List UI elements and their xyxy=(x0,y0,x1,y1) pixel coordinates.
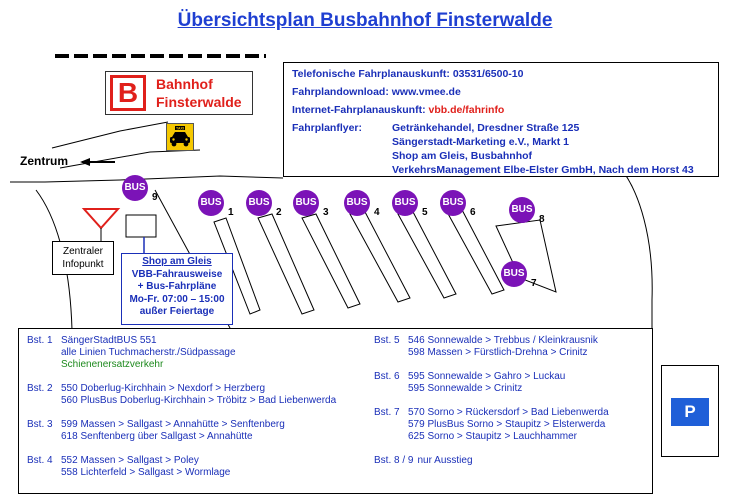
bay-number-9: 9 xyxy=(152,192,158,203)
bus-stop-2-icon: BUS xyxy=(246,190,272,216)
stops-column-right xyxy=(374,335,649,479)
stop-entry-4: Bst. 4 552 Massen > Sallgast > Poley 558 Lichterfeld > Sallgast > Wormlage xyxy=(27,455,231,478)
stop-entry-8-9: Bst. 8 / 9 nur Ausstieg xyxy=(374,455,473,466)
bay-number-2: 2 xyxy=(276,207,282,218)
bay-number-8: 8 xyxy=(539,214,545,225)
bay-number-1: 1 xyxy=(228,207,234,218)
flyer-info: Fahrplanflyer: Getränkehandel, Dresdner Straße 125 Sängerstadt-Marketing e.V., Markt 1 Shop am Gleis, Busbahnhof VerkehrsManagement Elbe-Elster GmbH, Nach dem Horst 43 xyxy=(292,122,694,176)
shop-building xyxy=(126,215,156,237)
station-boundary-right xyxy=(618,165,652,328)
direction-arrow-head xyxy=(80,158,90,166)
rail-replacement-note: Schienenersatzverkehr xyxy=(61,359,164,370)
stop-entry-3: Bst. 3 599 Massen > Sallgast > Annahütte > Senftenberg 618 Senftenberg über Sallgast > Annahütte xyxy=(27,419,285,442)
stop-entry-6: Bst. 6 595 Sonnewalde > Gahro > Luckau 595 Sonnewalde > Crinitz xyxy=(374,371,566,394)
parking-area xyxy=(661,365,719,457)
bus-stop-1-icon: BUS xyxy=(198,190,224,216)
info-box xyxy=(283,62,719,177)
page-title: Übersichtsplan Busbahnhof Finsterwalde xyxy=(177,10,553,31)
internet-url[interactable]: vbb.de/fahrinfo xyxy=(428,104,505,116)
shop-info-box: Shop am Gleis VBB-Fahrausweise + Bus-Fahrpläne Mo-Fr. 07:00 – 15:00 außer Feiertage xyxy=(121,253,233,325)
bus-stop-4-icon: BUS xyxy=(344,190,370,216)
bay-number-3: 3 xyxy=(323,207,329,218)
bus-stop-5-icon: BUS xyxy=(392,190,418,216)
bus-bays xyxy=(214,206,556,314)
bay-island-3 xyxy=(302,214,360,308)
bus-stop-3-icon: BUS xyxy=(293,190,319,216)
train-station-sign xyxy=(105,71,253,115)
parking-icon: P xyxy=(671,398,709,426)
stop-entry-7: Bst. 7 570 Sorno > Rückersdorf > Bad Liebenwerda 579 PlusBus Sorno > Staupitz > Elsterwerda 625 Sorno > Staupitz > Lauchhammer xyxy=(374,407,609,442)
shop-title: Shop am Gleis xyxy=(142,256,212,267)
bay-island-5 xyxy=(398,210,456,298)
access-road-upper xyxy=(52,122,168,148)
station-name: Bahnhof Finsterwalde xyxy=(156,76,242,110)
stop-entry-5: Bst. 5 546 Sonnewalde > Trebbus / Kleinkrausnik 598 Massen > Fürstlich-Drehna > Crinitz xyxy=(374,335,598,358)
bay-island-4 xyxy=(350,210,410,302)
taxi-label: TAXI xyxy=(176,126,184,131)
taxi-icon xyxy=(166,123,194,151)
flyer-locations: Getränkehandel, Dresdner Straße 125 Sängerstadt-Marketing e.V., Markt 1 Shop am Gleis, Busbahnhof VerkehrsManagement Elbe-Elster GmbH, Nach dem Horst 43 xyxy=(392,122,694,176)
access-road-lower xyxy=(60,150,200,168)
download-info: Fahrplandownload: www.vmee.de xyxy=(292,86,461,98)
info-point-label: Zentraler Infopunkt xyxy=(52,241,114,275)
bay-island-2 xyxy=(258,214,314,314)
bay-island-6 xyxy=(446,206,504,294)
phone-info: Telefonische Fahrplanauskunft: 03531/6500-10 xyxy=(292,68,524,80)
stops-column-left xyxy=(27,335,367,491)
bay-number-4: 4 xyxy=(374,207,380,218)
zentrum-label: Zentrum xyxy=(20,154,68,168)
bus-lines-table xyxy=(18,328,653,494)
train-station-icon: B xyxy=(110,75,146,111)
internet-info: Internet-Fahrplanauskunft: vbb.de/fahrinfo xyxy=(292,104,505,116)
bay-number-7: 7 xyxy=(531,278,537,289)
stop-entry-1: Bst. 1 SängerStadtBUS 551 alle Linien Tuchmacherstr./Südpassage Schienenersatzverkehr xyxy=(27,335,236,370)
stop-entry-2: Bst. 2 550 Doberlug-Kirchhain > Nexdorf > Herzberg 560 PlusBus Doberlug-Kirchhain > Tröbitz > Bad Liebenwerda xyxy=(27,383,337,406)
bus-stop-9-icon: BUS xyxy=(122,175,148,201)
bus-stop-7-icon: BUS xyxy=(501,261,527,287)
yield-sign xyxy=(84,209,118,228)
bay-number-6: 6 xyxy=(470,207,476,218)
bus-stop-8-icon: BUS xyxy=(509,197,535,223)
bay-number-5: 5 xyxy=(422,207,428,218)
bus-stop-6-icon: BUS xyxy=(440,190,466,216)
